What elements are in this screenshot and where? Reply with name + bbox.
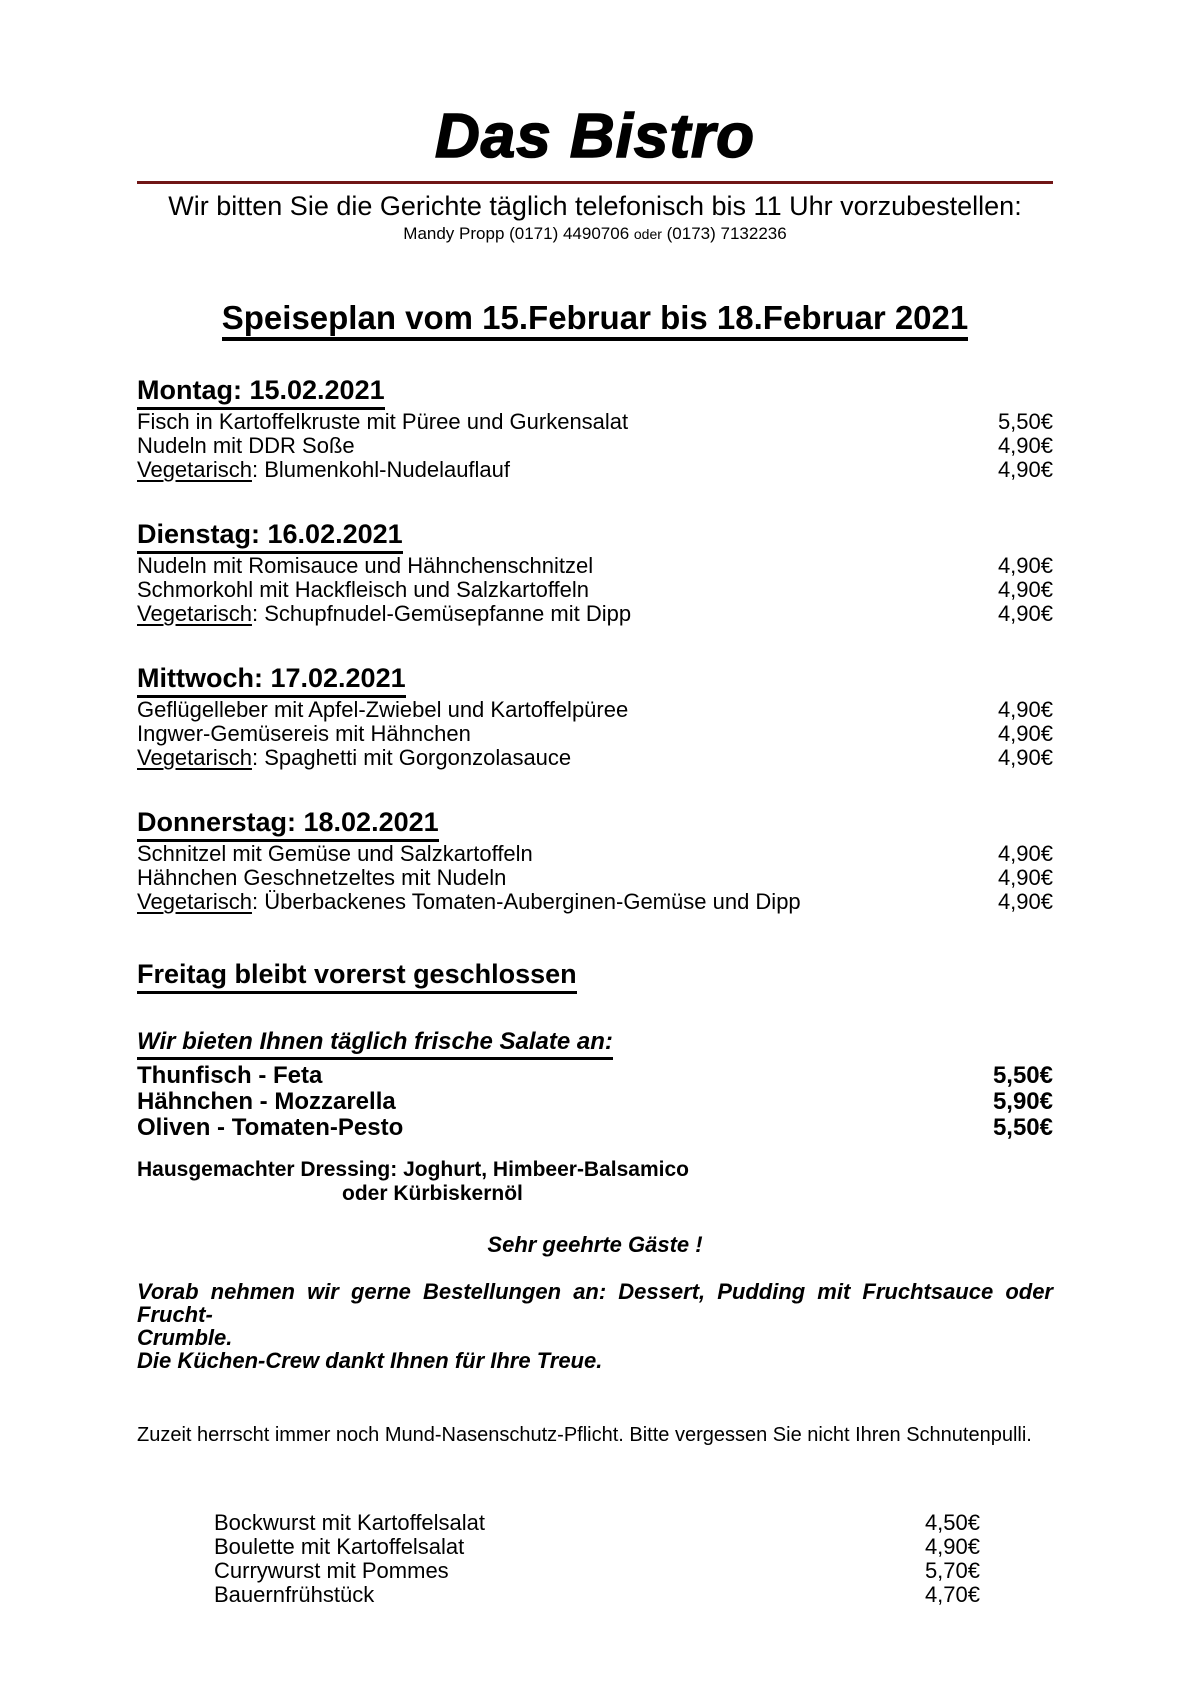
dish-name: Nudeln mit DDR Soße <box>137 433 355 459</box>
dish-name: Fisch in Kartoffelkruste mit Püree und Gurkensalat <box>137 409 629 435</box>
day-section-mittwoch <box>137 665 1053 770</box>
dish-name <box>137 890 801 914</box>
contact-oder: oder <box>633 226 662 243</box>
contact-phone-2: (0173) 7132236 <box>661 224 787 244</box>
extra-item-row <box>214 1559 980 1583</box>
dish-price: 4,90€ <box>997 601 1053 627</box>
salads-section <box>137 1030 1053 1206</box>
preorder-instruction: Wir bitten Sie die Gerichte täglich telefonisch bis 11 Uhr vorzubestellen: <box>168 191 1022 222</box>
day-section-donnerstag <box>137 809 1053 914</box>
dish-price: 4,90€ <box>997 553 1053 579</box>
extra-price: 4,70€ <box>924 1582 980 1608</box>
vegetarian-dish: : Überbackenes Tomaten-Auberginen-Gemüse und Dipp <box>251 889 801 915</box>
day-header: Dienstag: 16.02.2021 <box>137 521 1053 548</box>
extra-price: 5,70€ <box>924 1558 980 1584</box>
salad-item-row <box>137 1089 1053 1115</box>
menu-item-row <box>137 434 1053 458</box>
dish-name: Hähnchen Geschnetzeltes mit Nudeln <box>137 865 507 891</box>
day-items <box>137 410 1053 482</box>
day-items <box>137 554 1053 626</box>
menu-item-row-vegetarian <box>137 602 1053 626</box>
day-section-montag <box>137 377 1053 482</box>
preorder-notice-line-2: Crumble. <box>137 1325 233 1351</box>
dish-price: 5,50€ <box>997 409 1053 435</box>
dish-name: Geflügelleber mit Apfel-Zwiebel und Kartoffelpüree <box>137 697 629 723</box>
extra-name: Boulette mit Kartoffelsalat <box>214 1534 465 1560</box>
dish-price: 4,90€ <box>997 745 1053 771</box>
day-header: Donnerstag: 18.02.2021 <box>137 809 1053 836</box>
dish-price: 4,90€ <box>997 433 1053 459</box>
salad-price: 5,50€ <box>992 1114 1053 1142</box>
dish-name: Schmorkohl mit Hackfleisch und Salzkartoffeln <box>137 577 590 603</box>
dish-name: Ingwer-Gemüsereis mit Hähnchen <box>137 721 471 747</box>
preorder-notice-line-1: Vorab nehmen wir gerne Bestellungen an: Dessert, Pudding mit Fruchtsauce oder Frucht- <box>137 1279 1053 1328</box>
extras-section <box>214 1511 980 1607</box>
day-header: Montag: 15.02.2021 <box>137 377 1053 404</box>
menu-item-row <box>137 578 1053 602</box>
dish-price: 4,90€ <box>997 889 1053 915</box>
vegetarian-dish: : Blumenkohl-Nudelauflauf <box>251 457 511 483</box>
vegetarian-dish: : Spaghetti mit Gorgonzolasauce <box>251 745 572 771</box>
vegetarian-label: Vegetarisch <box>137 457 252 483</box>
salad-price: 5,50€ <box>992 1062 1053 1090</box>
extra-name: Currywurst mit Pommes <box>214 1558 449 1584</box>
dish-name <box>137 602 631 626</box>
dressing-line-1: Hausgemachter Dressing: Joghurt, Himbeer-Balsamico <box>137 1158 689 1182</box>
dish-price: 4,90€ <box>997 577 1053 603</box>
menu-item-row <box>137 842 1053 866</box>
dish-price: 4,90€ <box>997 697 1053 723</box>
contact-line <box>137 224 1053 244</box>
vegetarian-dish: : Schupfnudel-Gemüsepfanne mit Dipp <box>251 601 632 627</box>
dish-price: 4,90€ <box>997 865 1053 891</box>
vegetarian-label: Vegetarisch <box>137 889 252 915</box>
restaurant-title: Das Bistro <box>434 102 756 171</box>
salad-price: 5,90€ <box>992 1088 1053 1116</box>
menu-item-row <box>137 866 1053 890</box>
dish-name: Nudeln mit Romisauce und Hähnchenschnitzel <box>137 553 594 579</box>
vegetarian-label: Vegetarisch <box>137 601 252 627</box>
menu-item-row <box>137 722 1053 746</box>
menu-item-row-vegetarian <box>137 746 1053 770</box>
salad-name: Thunfisch - Feta <box>137 1062 323 1090</box>
preorder-notice-line-3: Die Küchen-Crew dankt Ihnen für Ihre Treue. <box>137 1348 603 1374</box>
title-divider-line <box>137 181 1053 184</box>
salad-name: Oliven - Tomaten-Pesto <box>137 1114 404 1142</box>
vegetarian-label: Vegetarisch <box>137 745 252 771</box>
extra-price: 4,50€ <box>924 1510 980 1536</box>
salad-item-row <box>137 1115 1053 1141</box>
mask-requirement-notice: Zuzeit herrscht immer noch Mund-Nasenschutz-Pflicht. Bitte vergessen Sie nicht Ihren Schnutenpulli. <box>137 1424 1032 1447</box>
extra-item-row <box>214 1583 980 1607</box>
extra-name: Bockwurst mit Kartoffelsalat <box>214 1510 486 1536</box>
salad-name: Hähnchen - Mozzarella <box>137 1088 396 1116</box>
dish-price: 4,90€ <box>997 457 1053 483</box>
menu-item-row <box>137 554 1053 578</box>
dressing-line-2: oder Kürbiskernöl <box>342 1182 523 1206</box>
extra-item-row <box>214 1511 980 1535</box>
dish-price: 4,90€ <box>997 841 1053 867</box>
day-section-dienstag <box>137 521 1053 626</box>
day-header: Mittwoch: 17.02.2021 <box>137 665 1053 692</box>
salads-header: Wir bieten Ihnen täglich frische Salate an: <box>137 1030 1053 1054</box>
menu-item-row-vegetarian <box>137 890 1053 914</box>
menu-plan-heading: Speiseplan vom 15.Februar bis 18.Februar 2021 <box>137 300 1053 336</box>
friday-closed-notice: Freitag bleibt vorerst geschlossen <box>137 961 1053 988</box>
dish-name <box>137 746 571 770</box>
salads-items <box>137 1063 1053 1141</box>
dish-name: Schnitzel mit Gemüse und Salzkartoffeln <box>137 841 533 867</box>
extra-item-row <box>214 1535 980 1559</box>
dish-name <box>137 458 510 482</box>
menu-item-row <box>137 410 1053 434</box>
dish-price: 4,90€ <box>997 721 1053 747</box>
menu-item-row <box>137 698 1053 722</box>
day-items <box>137 698 1053 770</box>
dressing-note <box>137 1158 1053 1206</box>
salad-item-row <box>137 1063 1053 1089</box>
extra-name: Bauernfrühstück <box>214 1582 375 1608</box>
contact-name-phone: Mandy Propp (0171) 4490706 <box>403 224 634 244</box>
guests-greeting: Sehr geehrte Gäste ! <box>487 1232 703 1258</box>
menu-item-row-vegetarian <box>137 458 1053 482</box>
preorder-notice <box>137 1280 1053 1372</box>
extra-price: 4,90€ <box>924 1534 980 1560</box>
day-items <box>137 842 1053 914</box>
